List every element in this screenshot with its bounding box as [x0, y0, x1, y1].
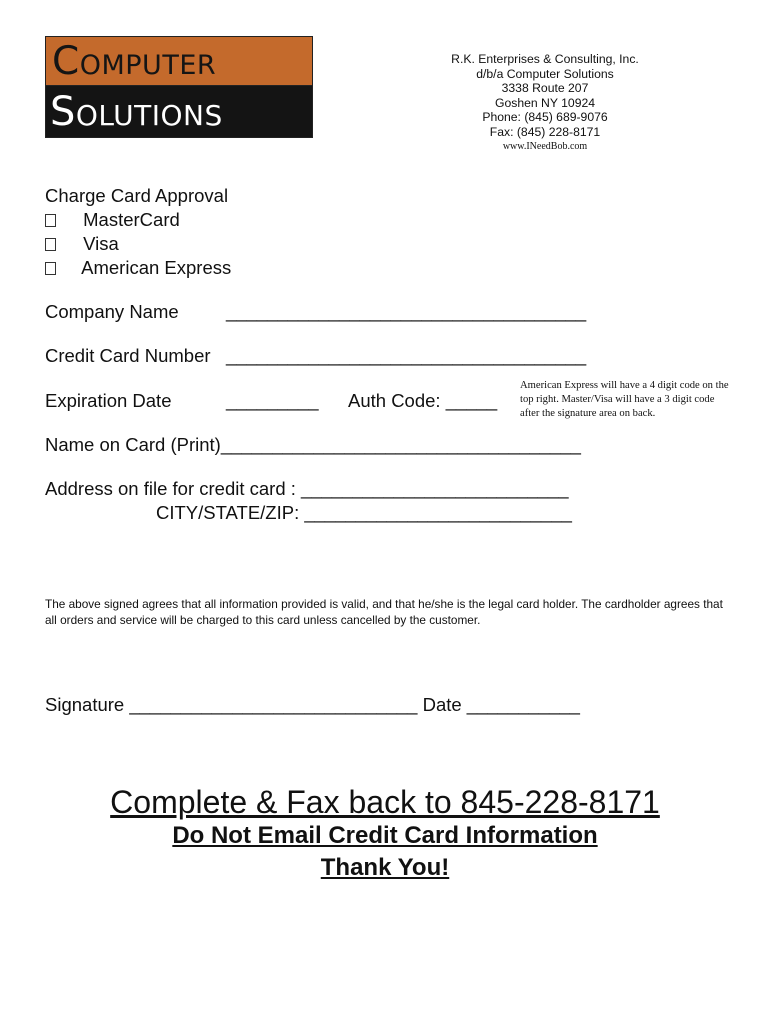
address-row: [45, 478, 569, 500]
expiration-label: Expiration Date: [45, 390, 172, 411]
address-label: Address on file for credit card :: [45, 478, 302, 499]
date-label: Date: [417, 694, 467, 715]
thank-you: Thank You!: [320, 854, 450, 881]
signature-label: Signature: [45, 694, 130, 715]
company-logo: [45, 36, 313, 138]
checkbox-icon[interactable]: [45, 262, 56, 275]
card-option-mastercard[interactable]: [45, 209, 180, 231]
company-phone: Phone: (845) 689-9076: [482, 110, 608, 125]
agreement-text: The above signed agrees that all information provided is valid, and that he/she is the legal card holder. The cardholder agrees that all orders and service will be charged to this card unless cancelled by the customer.: [45, 597, 723, 627]
checkbox-icon[interactable]: [45, 238, 56, 251]
name-on-card-label: Name on Card (Print): [45, 434, 221, 455]
company-city: Goshen NY 10924: [494, 95, 596, 110]
company-name-field[interactable]: ___________________________________: [226, 301, 587, 322]
company-street: 3338 Route 207: [501, 81, 589, 96]
card-option-label: Visa: [83, 233, 119, 254]
card-option-label: MasterCard: [83, 209, 180, 230]
signature-field[interactable]: ____________________________: [129, 694, 418, 715]
card-option-visa[interactable]: [45, 233, 119, 255]
name-on-card-row: [45, 434, 581, 456]
company-name: R.K. Enterprises & Consulting, Inc.: [451, 52, 639, 66]
city-field[interactable]: __________________________: [304, 502, 572, 523]
company-address-block: [430, 52, 660, 154]
fax-instruction: Complete & Fax back to 845-228-8171: [110, 784, 660, 820]
address-field[interactable]: __________________________: [301, 478, 569, 499]
company-dba: d/b/a Computer Solutions: [476, 66, 614, 81]
logo-line-2: Solutions: [45, 86, 313, 138]
card-option-label: American Express: [81, 257, 232, 278]
company-website: www.INeedBob.com: [502, 140, 588, 152]
signature-row: [45, 694, 580, 716]
name-on-card-field[interactable]: ___________________________________: [220, 434, 581, 455]
expiration-field[interactable]: _________: [226, 390, 319, 411]
company-name-label: Company Name: [45, 301, 179, 322]
form-heading: Charge Card Approval: [45, 185, 229, 206]
auth-code-note: American Express will have a 4 digit code on the top right. Master/Visa will have a 3 digit code after the signature area on back.: [520, 380, 729, 419]
card-option-amex[interactable]: [45, 257, 231, 279]
checkbox-icon[interactable]: [45, 214, 56, 227]
city-label: CITY/STATE/ZIP:: [156, 502, 305, 523]
card-number-field[interactable]: ___________________________________: [226, 345, 587, 366]
city-row: [156, 502, 572, 524]
card-number-label: Credit Card Number: [45, 345, 211, 366]
company-fax: Fax: (845) 228-8171: [489, 124, 601, 139]
date-field[interactable]: ___________: [466, 694, 580, 715]
logo-line-1: Computer: [45, 36, 313, 86]
auth-code-field[interactable]: Auth Code: _____: [348, 390, 498, 411]
no-email-warning: Do Not Email Credit Card Information: [172, 822, 598, 849]
